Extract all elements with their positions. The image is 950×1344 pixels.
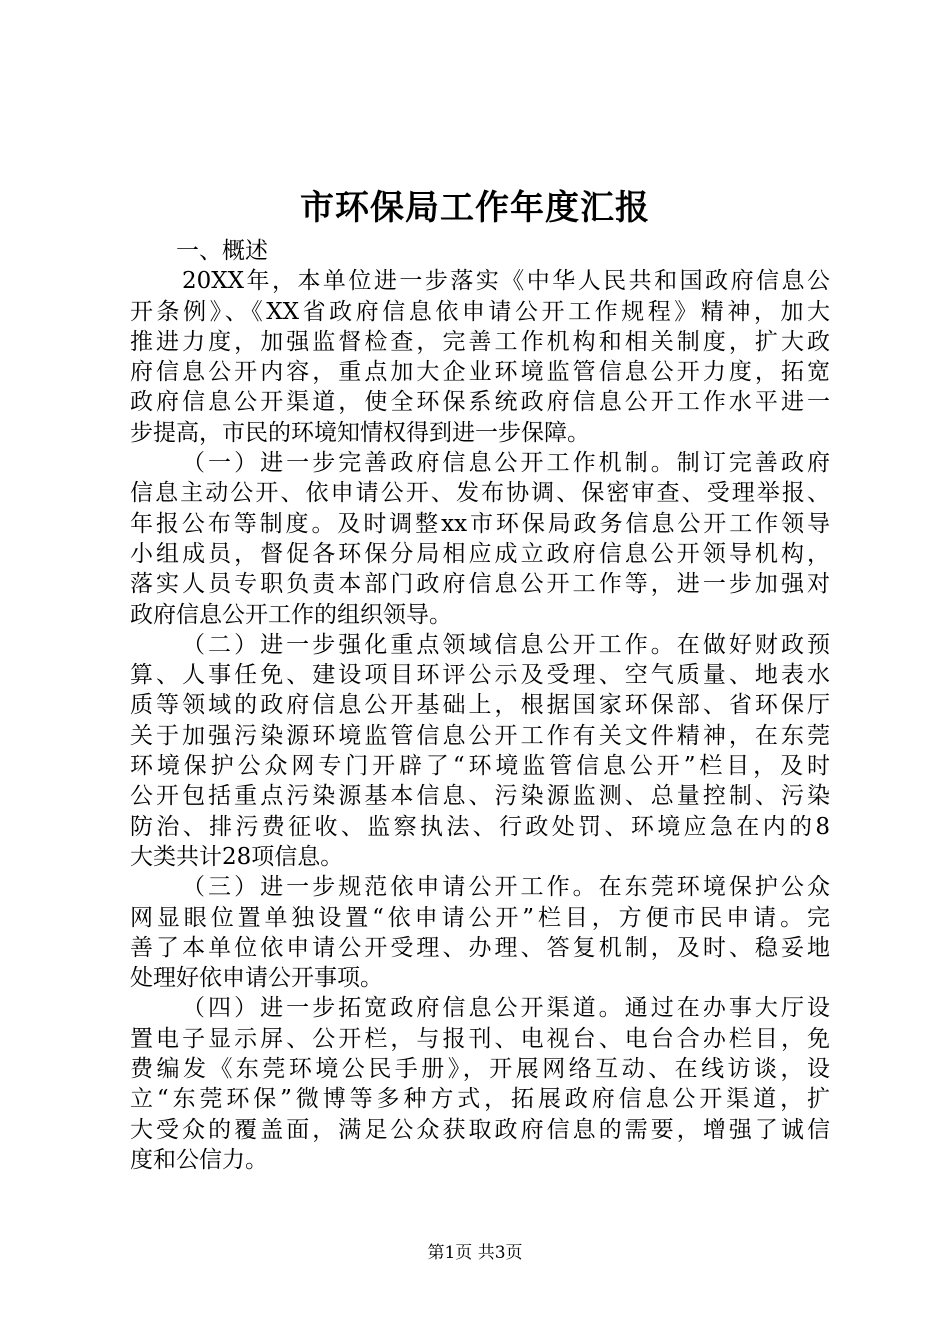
- body-line: 步提高，市民的环境知情权得到进一步保障。: [130, 419, 590, 446]
- document-body: [130, 236, 830, 1175]
- page-footer: 第1页 共3页: [427, 1243, 523, 1263]
- body-line: 立“东莞环保”微博等多种方式，拓展政府信息公开渠道，扩: [130, 1086, 830, 1113]
- body-line: 府信息公开内容，重点加大企业环境监管信息公开力度，拓宽: [130, 359, 830, 386]
- body-line: 信息主动公开、依申请公开、发布协调、保密审查、受理举报、: [130, 480, 830, 507]
- body-line: 度和公信力。: [130, 1146, 268, 1173]
- body-line: 一、概述: [176, 238, 268, 264]
- body-line: （二）进一步强化重点领域信息公开工作。在做好财政预: [182, 631, 830, 658]
- body-line: 费编发《东莞环境公民手册》，开展网络互动、在线访谈，设: [130, 1056, 830, 1083]
- body-line: 网显眼位置单独设置“依申请公开”栏目，方便市民申请。完: [130, 904, 830, 931]
- body-line: 小组成员，督促各环保分局相应成立政府信息公开领导机构，: [130, 540, 830, 567]
- document-title: 市环保局工作年度汇报: [300, 188, 650, 228]
- body-line: 环境保护公众网专门开辟了“环境监管信息公开”栏目，及时: [130, 753, 830, 780]
- body-line: 政府信息公开工作的组织领导。: [130, 601, 452, 628]
- body-line: （三）进一步规范依申请公开工作。在东莞环境保护公众: [182, 874, 830, 901]
- body-line: 关于加强污染源环境监管信息公开工作有关文件精神，在东莞: [130, 722, 830, 749]
- body-line: 开条例》、《XX省政府信息依申请公开工作规程》精神，加大: [130, 298, 830, 325]
- body-line: 置电子显示屏、公开栏，与报刊、电视台、电台合办栏目，免: [130, 1025, 830, 1052]
- body-line: （四）进一步拓宽政府信息公开渠道。通过在办事大厅设: [182, 995, 830, 1022]
- body-line: 算、人事任免、建设项目环评公示及受理、空气质量、地表水: [130, 662, 830, 689]
- body-line: 善了本单位依申请公开受理、办理、答复机制，及时、稳妥地: [130, 934, 830, 961]
- body-line: 政府信息公开渠道，使全环保系统政府信息公开工作水平进一: [130, 389, 830, 416]
- body-line: 大类共计28项信息。: [130, 843, 344, 870]
- body-line: 大受众的覆盖面，满足公众获取政府信息的需要，增强了诚信: [130, 1116, 830, 1143]
- body-line: 20XX年，本单位进一步落实《中华人民共和国政府信息公: [182, 268, 830, 295]
- body-line: 推进力度，加强监督检查，完善工作机构和相关制度，扩大政: [130, 328, 830, 355]
- body-line: 落实人员专职负责本部门政府信息公开工作等，进一步加强对: [130, 571, 830, 598]
- body-line: 处理好依申请公开事项。: [130, 965, 383, 992]
- body-line: 质等领域的政府信息公开基础上，根据国家环保部、省环保厅: [130, 692, 830, 719]
- body-line: （一）进一步完善政府信息公开工作机制。制订完善政府: [182, 450, 830, 477]
- body-line: 防治、排污费征收、监察执法、行政处罚、环境应急在内的8: [130, 813, 830, 840]
- body-line: 年报公布等制度。及时调整xx市环保局政务信息公开工作领导: [130, 510, 830, 537]
- body-line: 公开包括重点污染源基本信息、污染源监测、总量控制、污染: [130, 783, 830, 810]
